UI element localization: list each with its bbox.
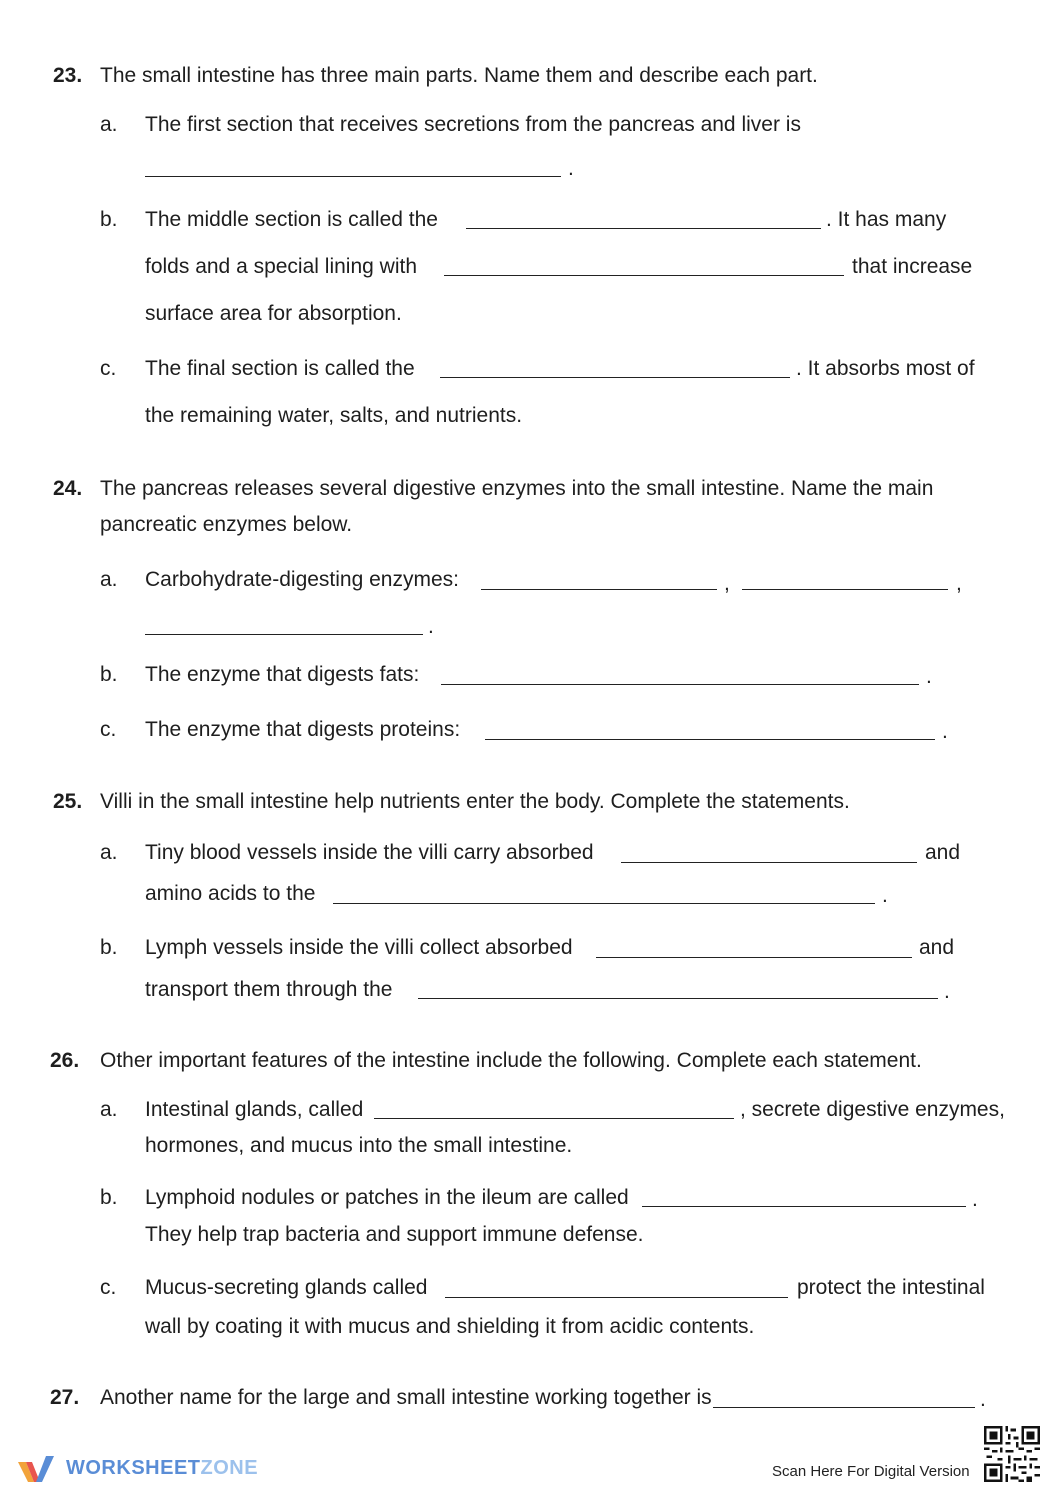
answer-blank[interactable] <box>145 176 561 177</box>
sub-label: b. <box>100 663 118 686</box>
punctuation: . <box>944 980 950 1003</box>
answer-blank[interactable] <box>642 1206 966 1207</box>
question-text: Villi in the small intestine help nutrients enter the body. Complete the statements. <box>100 790 850 813</box>
sub-text: amino acids to the <box>145 882 316 905</box>
punctuation: . <box>980 1388 986 1411</box>
answer-blank[interactable] <box>445 1297 788 1298</box>
sub-label: b. <box>100 936 118 959</box>
sub-text: They help trap bacteria and support immune defense. <box>145 1223 644 1246</box>
punctuation: , <box>956 572 962 595</box>
sub-text: and <box>925 841 961 864</box>
sub-text: The middle section is called the <box>145 208 438 231</box>
answer-blank[interactable] <box>440 377 790 378</box>
punctuation: . <box>882 884 888 907</box>
sub-text: the remaining water, salts, and nutrients. <box>145 404 523 427</box>
answer-blank[interactable] <box>481 589 717 590</box>
sub-text: Mucus-secreting glands called <box>145 1276 428 1299</box>
punctuation: . <box>942 720 948 743</box>
sub-text: transport them through the <box>145 978 393 1001</box>
sub-text: , secrete digestive enzymes, <box>740 1098 1005 1121</box>
answer-blank[interactable] <box>333 903 875 904</box>
sub-text: and <box>919 936 955 959</box>
sub-label: c. <box>100 357 117 380</box>
sub-text: Lymph vessels inside the villi collect absorbed <box>145 936 573 959</box>
punctuation: . <box>568 157 574 180</box>
question-number: 27. <box>50 1386 80 1409</box>
sub-text: The first section that receives secretions from the pancreas and liver is <box>145 113 801 136</box>
sub-text: The enzyme that digests proteins: <box>145 718 461 741</box>
sub-text: hormones, and mucus into the small intestine. <box>145 1134 573 1157</box>
question-number: 25. <box>53 790 83 813</box>
worksheetzone-logo-icon <box>18 1452 66 1486</box>
sub-text: Intestinal glands, called <box>145 1098 364 1121</box>
sub-text: Carbohydrate-digesting enzymes: <box>145 568 459 591</box>
sub-text: wall by coating it with mucus and shielding it from acidic contents. <box>145 1315 755 1338</box>
question-text: The small intestine has three main parts. Name them and describe each part. <box>100 64 818 87</box>
sub-label: a. <box>100 1098 118 1121</box>
sub-text: The enzyme that digests fats: <box>145 663 420 686</box>
question-number: 23. <box>53 64 83 87</box>
answer-blank[interactable] <box>621 862 917 863</box>
question-text: The pancreas releases several digestive enzymes into the small intestine. Name the main <box>100 477 934 500</box>
punctuation: . <box>428 615 434 638</box>
answer-blank[interactable] <box>596 957 912 958</box>
sub-text: Lymphoid nodules or patches in the ileum are called <box>145 1186 629 1209</box>
question-text: Other important features of the intestine include the following. Complete each statement. <box>100 1049 922 1072</box>
answer-blank[interactable] <box>742 589 948 590</box>
sub-label: b. <box>100 208 118 231</box>
question-number: 26. <box>50 1049 80 1072</box>
answer-blank[interactable] <box>466 228 821 229</box>
brand-main: WORKSHEET <box>66 1457 201 1479</box>
sub-text: surface area for absorption. <box>145 302 402 325</box>
answer-blank[interactable] <box>713 1407 975 1408</box>
scan-caption: Scan Here For Digital Version <box>772 1463 970 1480</box>
sub-text: The final section is called the <box>145 357 415 380</box>
qr-code-icon[interactable] <box>984 1426 1040 1482</box>
punctuation: . <box>926 665 932 688</box>
sub-label: c. <box>100 718 117 741</box>
answer-blank[interactable] <box>418 998 938 999</box>
sub-label: a. <box>100 841 118 864</box>
brand-name <box>66 1457 258 1480</box>
question-number: 24. <box>53 477 83 500</box>
sub-label: a. <box>100 113 118 136</box>
sub-text: Tiny blood vessels inside the villi carry absorbed <box>145 841 594 864</box>
answer-blank[interactable] <box>444 275 844 276</box>
question-text: pancreatic enzymes below. <box>100 513 353 536</box>
sub-label: c. <box>100 1276 117 1299</box>
punctuation: . <box>972 1188 978 1211</box>
question-text: Another name for the large and small intestine working together is <box>100 1386 712 1409</box>
answer-blank[interactable] <box>374 1118 734 1119</box>
punctuation: , <box>724 572 730 595</box>
sub-label: a. <box>100 568 118 591</box>
sub-label: b. <box>100 1186 118 1209</box>
sub-text: folds and a special lining with <box>145 255 417 278</box>
answer-blank[interactable] <box>441 684 919 685</box>
sub-text: . It absorbs most of <box>796 357 975 380</box>
brand-accent: ZONE <box>200 1457 259 1479</box>
answer-blank[interactable] <box>485 739 935 740</box>
sub-text: that increase <box>852 255 973 278</box>
sub-text: . It has many <box>826 208 947 231</box>
answer-blank[interactable] <box>145 634 423 635</box>
sub-text: protect the intestinal <box>797 1276 985 1299</box>
